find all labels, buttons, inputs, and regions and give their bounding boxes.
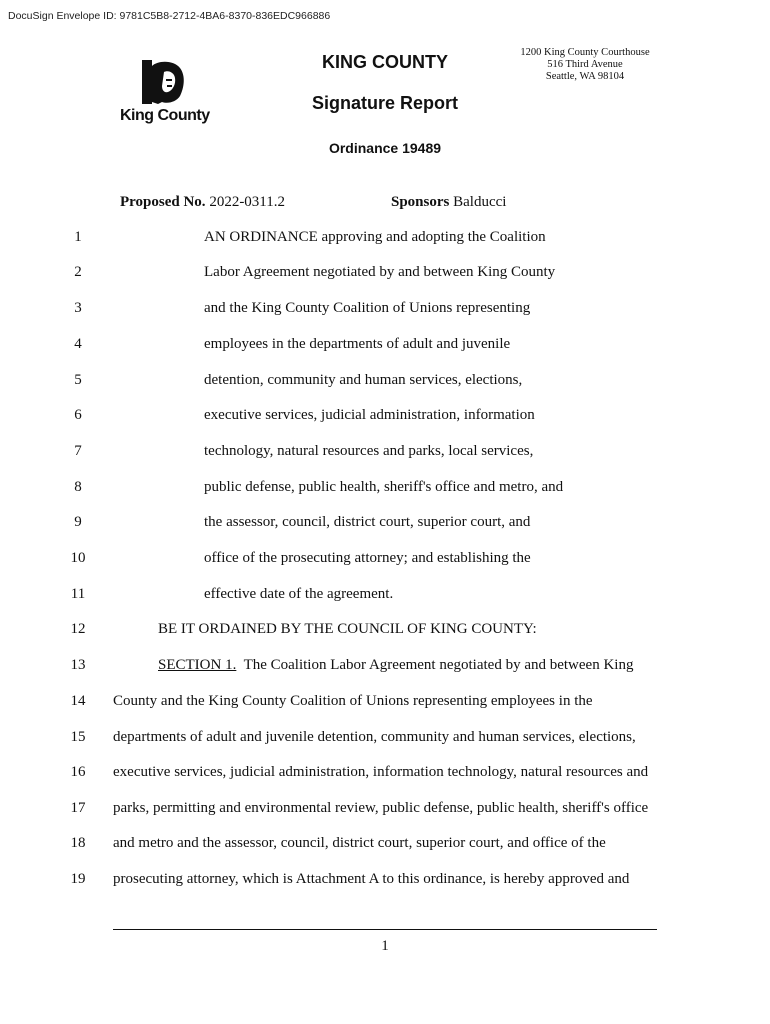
ordinance-line — [0, 407, 770, 427]
line-number: 6 — [74, 407, 82, 423]
line-number: 5 — [74, 372, 82, 388]
courthouse-address — [505, 47, 665, 83]
line-text: BE IT ORDAINED BY THE COUNCIL OF KING COUNTY: — [158, 621, 537, 637]
line-text: and metro and the assessor, council, district court, superior court, and office of the — [113, 835, 606, 851]
ordinance-line — [0, 621, 770, 641]
ordinance-line — [0, 336, 770, 356]
ordinance-line — [0, 443, 770, 463]
line-number: 17 — [70, 800, 86, 816]
proposed-value: 2022-0311.2 — [209, 194, 286, 210]
ordinance-line — [0, 372, 770, 392]
line-text — [158, 657, 633, 674]
line-number: 7 — [74, 443, 82, 459]
address-line: 516 Third Avenue — [547, 59, 623, 70]
line-number: 4 — [74, 336, 82, 352]
sponsors-label: Sponsors — [391, 194, 450, 210]
footer-divider — [113, 929, 657, 930]
sponsors — [391, 194, 506, 211]
line-text: County and the King County Coalition of Unions representing employees in the — [113, 693, 593, 709]
line-text: detention, community and human services, elections, — [204, 372, 523, 388]
section-text: The Coalition Labor Agreement negotiated by and between King — [236, 657, 634, 673]
docusign-envelope-id: DocuSign Envelope ID: 9781C5B8-2712-4BA6-8370-836EDC966886 — [8, 10, 331, 22]
line-number: 14 — [70, 693, 86, 709]
ordinance-line — [0, 764, 770, 784]
line-number: 1 — [74, 229, 82, 245]
section-heading: SECTION 1. — [158, 657, 237, 673]
line-text: public defense, public health, sheriff's office and metro, and — [204, 479, 564, 495]
page-number: 1 — [381, 938, 389, 954]
ordinance-line — [0, 300, 770, 320]
ordinance-line — [0, 657, 770, 677]
line-number: 2 — [74, 264, 82, 280]
proposed-number — [120, 194, 285, 211]
address-line: Seattle, WA 98104 — [545, 71, 625, 82]
ordinance-number: Ordinance 19489 — [328, 140, 442, 156]
address-line: 1200 King County Courthouse — [520, 47, 650, 58]
county-heading: KING COUNTY — [322, 52, 448, 72]
proposed-label: Proposed No. — [120, 194, 206, 210]
ordinance-line — [0, 835, 770, 855]
line-number: 9 — [74, 514, 82, 530]
line-text: prosecuting attorney, which is Attachment A to this ordinance, is hereby approved and — [113, 871, 630, 887]
line-text: executive services, judicial administration, information technology, natural resources and — [113, 764, 649, 780]
ordinance-line — [0, 479, 770, 499]
ordinance-line — [0, 693, 770, 713]
line-number: 19 — [70, 871, 86, 887]
line-text: effective date of the agreement. — [204, 586, 394, 602]
logo-wordmark: King County — [120, 107, 210, 124]
line-text: the assessor, council, district court, superior court, and — [204, 514, 531, 530]
line-number: 10 — [70, 550, 86, 566]
line-text: and the King County Coalition of Unions representing — [204, 300, 531, 316]
line-text: office of the prosecuting attorney; and establishing the — [204, 550, 531, 566]
line-text: departments of adult and juvenile detention, community and human services, elections, — [113, 729, 636, 745]
line-text: parks, permitting and environmental review, public defense, public health, sheriff's office — [113, 800, 649, 816]
sponsors-value: Balducci — [453, 194, 507, 210]
line-number: 15 — [70, 729, 86, 745]
line-number: 8 — [74, 479, 82, 495]
ordinance-line — [0, 264, 770, 284]
ordinance-line — [0, 729, 770, 749]
line-number: 3 — [74, 300, 82, 316]
line-text: executive services, judicial administration, information — [204, 407, 535, 423]
line-text: Labor Agreement negotiated by and between King County — [204, 264, 556, 280]
ordinance-line — [0, 514, 770, 534]
ordinance-line — [0, 586, 770, 606]
ordinance-line — [0, 229, 770, 249]
line-number: 18 — [70, 835, 86, 851]
line-number: 12 — [70, 621, 86, 637]
line-text: employees in the departments of adult and juvenile — [204, 336, 511, 352]
ordinance-line — [0, 800, 770, 820]
ordinance-line — [0, 871, 770, 891]
line-text: AN ORDINANCE approving and adopting the Coalition — [204, 229, 546, 245]
line-number: 13 — [70, 657, 86, 673]
ordinance-line — [0, 550, 770, 570]
line-number: 11 — [70, 586, 86, 602]
line-number: 16 — [70, 764, 86, 780]
line-text: technology, natural resources and parks, local services, — [204, 443, 534, 459]
report-title: Signature Report — [311, 93, 458, 113]
